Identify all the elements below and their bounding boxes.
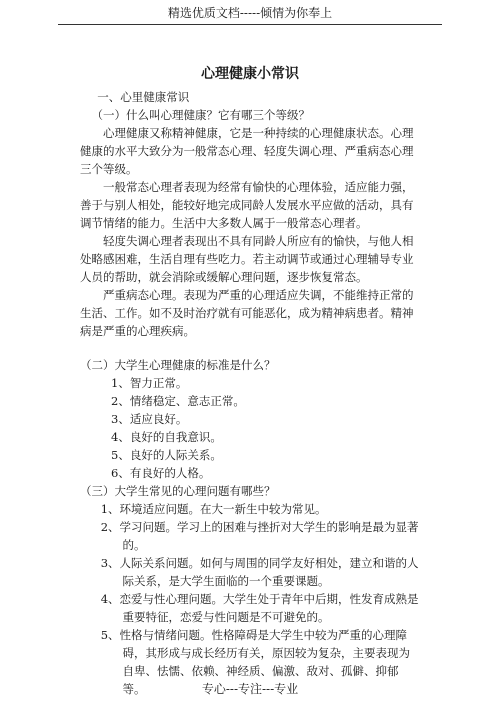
document-title: 心理健康小常识	[201, 66, 299, 82]
list-item: 4、良好的自我意识。	[111, 430, 222, 444]
header-divider	[58, 24, 442, 25]
paragraph: 一般常态心理者表现为经常有愉快的心理体验，适应能力强，善于与别人相处，能较好地完成同龄人发展水平应做的活动，具有调节情绪的能力。生活中大多数人属于一般常态心理者。	[80, 180, 414, 230]
question-heading-1: （一）什么叫心理健康？它有哪三个等级？	[91, 108, 310, 122]
paragraph: 严重病态心理。表现为严重的心理适应失调，不能维持正常的生活、工作。如不及时治疗就有可能恶化，成为精神病患者。精神病是严重的心理疾病。	[80, 288, 414, 338]
list-item: 5、性格与情绪问题。性格障碍是大学生中较为严重的心理障碍，其形成与成长经历有关，原因较为复杂，主要表现为自卑、怯懦、依赖、神经质、偏激、敌对、孤僻、抑郁等。	[100, 628, 411, 696]
list-item: 3、适应良好。	[111, 412, 188, 426]
list-item: 4、恋爱与性心理问题。大学生处于青年中后期，性发育成熟是重要特征，恋爱与性问题是不可避免的。	[100, 592, 419, 624]
page-header: 精选优质文档-----倾情为你奉上	[167, 6, 333, 20]
question-heading-2: （二）大学生心理健康的标准是什么？	[80, 358, 276, 372]
list-item: 2、学习问题。学习上的困难与挫折对大学生的影响是最为显著的。	[100, 520, 419, 552]
paragraph: 轻度失调心理者表现出不具有同龄人所应有的愉快，与他人相处略感困难，生活自理有些吃力。若主动调节或通过心理辅导专业人员的帮助，就会消除或缓解心理问题，逐步恢复常态。	[80, 234, 414, 284]
list-item: 1、智力正常。	[111, 376, 188, 390]
section-heading: 一、心里健康常识	[97, 90, 190, 104]
list-item: 1、环境适应问题。在大一新生中较为常见。	[100, 502, 327, 516]
list-item: 3、人际关系问题。如何与周围的同学友好相处，建立和谐的人际关系，是大学生面临的一个重要课题。	[100, 556, 419, 588]
question-heading-3: （三）大学生常见的心理问题有哪些？	[80, 484, 276, 498]
document-body	[80, 88, 420, 698]
paragraph: 心理健康又称精神健康，它是一种持续的心理健康状态。心理健康的水平大致分为一般常态心理、轻度失调心理、严重病态心理三个等级。	[80, 126, 414, 176]
list-item: 6、有良好的人格。	[111, 466, 211, 480]
page-footer: 专心---专注---专业	[201, 682, 299, 696]
list-item: 2、情绪稳定、意志正常。	[111, 394, 245, 408]
list-item: 5、良好的人际关系。	[111, 448, 222, 462]
